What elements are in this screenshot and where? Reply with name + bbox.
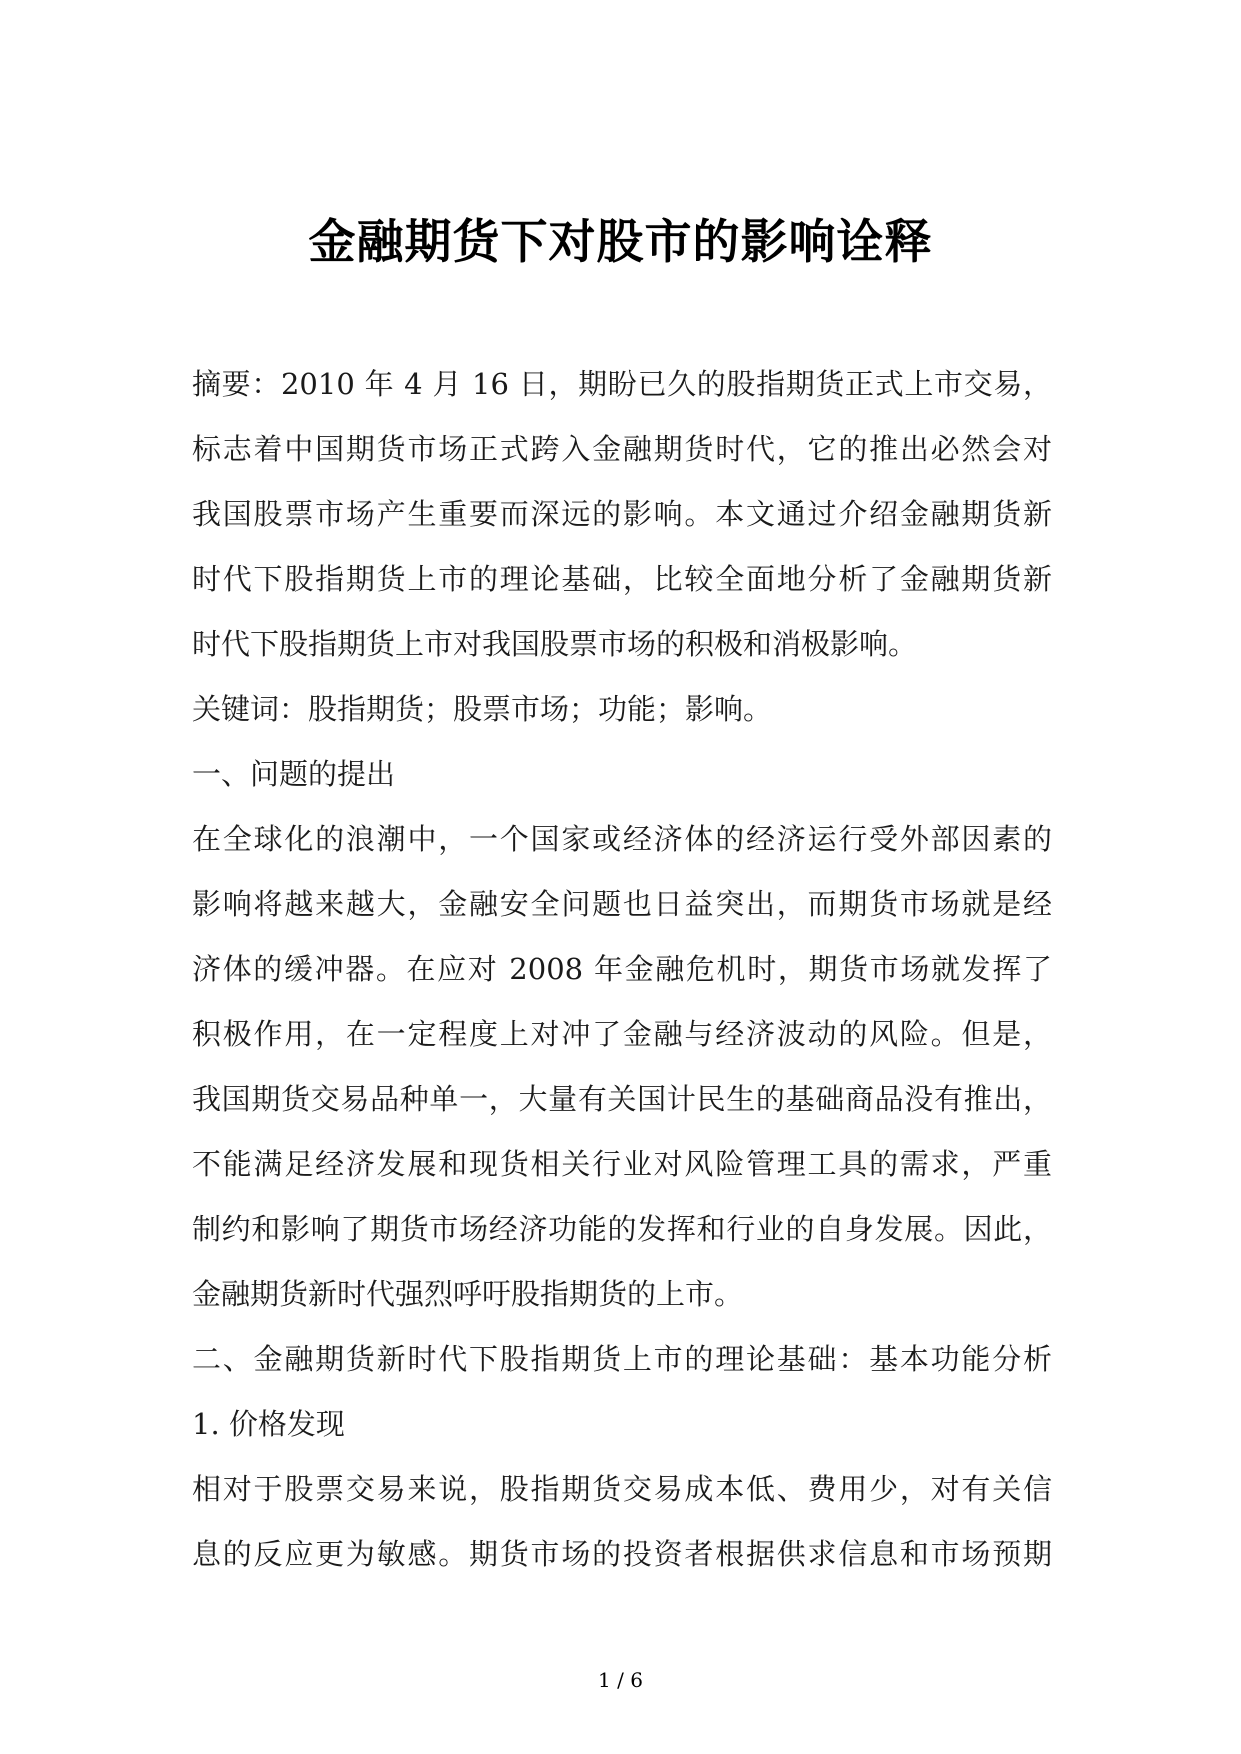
document-title: 金融期货下对股市的影响诠释: [308, 215, 933, 270]
text-line-subsection1-1: 相对于股票交易来说，股指期货交易成本低、费用少，对有关信: [192, 1472, 1052, 1506]
section-heading-2: 二、金融期货新时代下股指期货上市的理论基础：基本功能分析: [192, 1342, 1052, 1376]
page-number: 1 / 6: [598, 1668, 643, 1692]
text-line-abstract-4: 时代下股指期货上市的理论基础，比较全面地分析了金融期货新: [192, 562, 1052, 596]
text-line-section1-8: 金融期货新时代强烈呼吁股指期货的上市。: [192, 1277, 744, 1311]
subsection-heading-1: 1. 价格发现: [192, 1407, 345, 1441]
text-line-abstract-1: 摘要：2010 年 4 月 16 日，期盼已久的股指期货正式上市交易，: [192, 367, 1052, 401]
text-line-section1-3: 济体的缓冲器。在应对 2008 年金融危机时，期货市场就发挥了: [192, 952, 1052, 986]
keywords-line: 关键词：股指期货；股票市场；功能；影响。: [192, 692, 773, 726]
text-line-abstract-5: 时代下股指期货上市对我国股票市场的积极和消极影响。: [192, 627, 918, 661]
text-line-subsection1-2: 息的反应更为敏感。期货市场的投资者根据供求信息和市场预期: [192, 1537, 1052, 1571]
text-line-abstract-3: 我国股票市场产生重要而深远的影响。本文通过介绍金融期货新: [192, 497, 1052, 531]
text-line-section1-7: 制约和影响了期货市场经济功能的发挥和行业的自身发展。因此，: [192, 1212, 1052, 1246]
text-line-section1-6: 不能满足经济发展和现货相关行业对风险管理工具的需求，严重: [192, 1147, 1052, 1181]
text-line-section1-4: 积极作用，在一定程度上对冲了金融与经济波动的风险。但是，: [192, 1017, 1052, 1051]
text-line-section1-2: 影响将越来越大，金融安全问题也日益突出，而期货市场就是经: [192, 887, 1052, 921]
text-line-section1-1: 在全球化的浪潮中，一个国家或经济体的经济运行受外部因素的: [192, 822, 1052, 856]
section-heading-1: 一、问题的提出: [192, 757, 396, 791]
text-line-section1-5: 我国期货交易品种单一，大量有关国计民生的基础商品没有推出，: [192, 1082, 1052, 1116]
text-line-abstract-2: 标志着中国期货市场正式跨入金融期货时代，它的推出必然会对: [192, 432, 1052, 466]
document-body: [192, 352, 1052, 1587]
